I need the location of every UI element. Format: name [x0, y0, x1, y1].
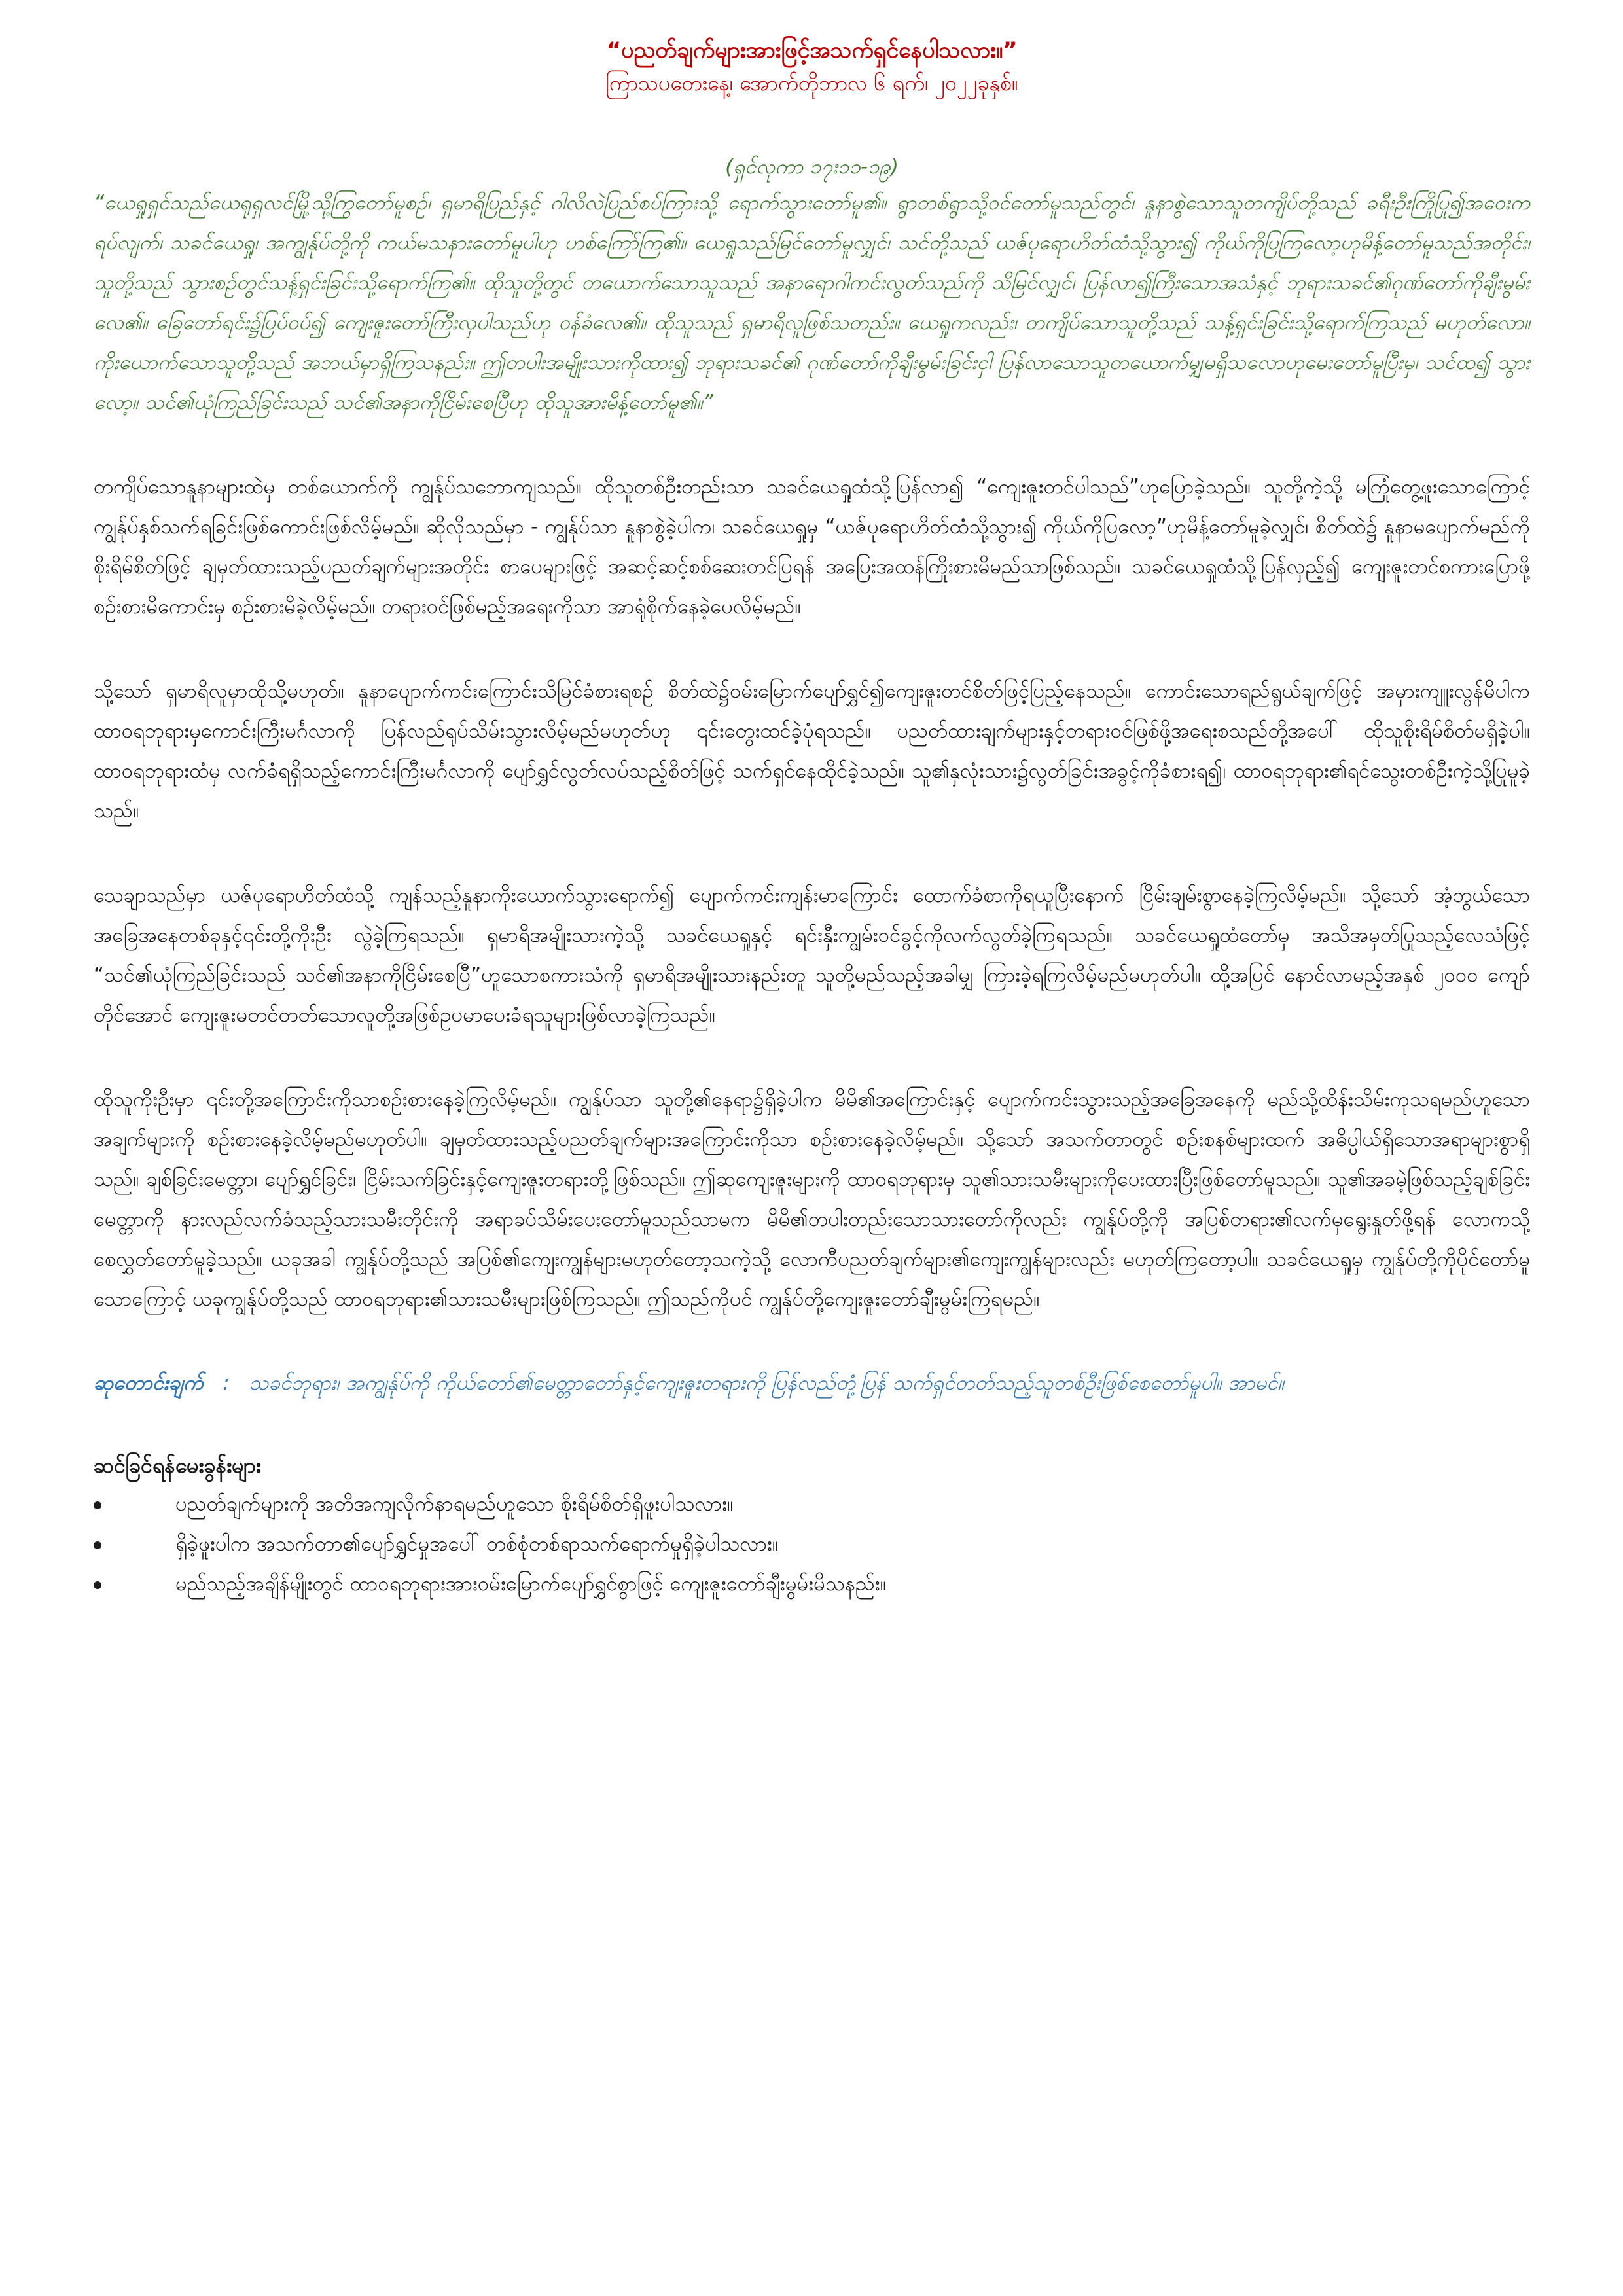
question-item — [94, 1484, 1530, 1524]
body-paragraph-1: တကျိပ်သောနူနာများထဲမှ တစ်ယောက်ကို ကျွန်ုပ်သဘောကျသည်။ ထိုသူတစ်ဦးတည်းသာ သခင်ယေရှုထံသို့ပြန်လာ၍ “ကျေးဇူးတင်ပါသည်”ဟုပြောခဲ့သည်။ သူတို့ကဲ့သို့ မကြုံတွေ့ဖူးသောကြောင့် ကျွန်ုပ်နှစ်သက်ရခြင်းဖြစ်ကောင်းဖြစ်လိမ့်မည်။ ဆိုလိုသည်မှာ - ကျွန်ုပ်သာ နူနာစွဲခဲ့ပါက၊ သခင်ယေရှုမှ “ယဇ်ပုရောဟိတ်ထံသို့သွား၍ ကိုယ်ကိုပြလော့”ဟုမိန့်တော်မူခဲ့လျှင်၊ စိတ်ထဲ၌ နူနာမပျောက်မည်ကိုစိုးရိမ်စိတ်ဖြင့် ချမှတ်ထားသည့်ပညတ်ချက်များအတိုင်း စာပေများဖြင့် အဆင့်ဆင့်စစ်ဆေးတင်ပြရန် အပြေးအထန်ကြိုးစားမိမည်သာဖြစ်သည်။ သခင်ယေရှုထံသို့ပြန်လှည့်၍ ကျေးဇူးတင်စကားပြောဖို့ စဉ်းစားမိကောင်းမှ စဉ်းစားမိခဲ့လိမ့်မည်။ တရားဝင်ဖြစ်မည့်အရေးကိုသာ အာရုံစိုက်နေခဲ့ပေလိမ့်မည်။ — [94, 475, 1530, 619]
bullet-icon — [94, 1484, 175, 1524]
body-paragraph-4: ထိုသူကိုးဦးမှာ ၎င်းတို့အကြောင်းကိုသာစဉ်းစားနေခဲ့ကြလိမ့်မည်။ ကျွန်ုပ်သာ သူတို့၏နေရာ၌ရှိခဲ့ပါက မိမိ၏အကြောင်းနှင့် ပျောက်ကင်းသွားသည့်အခြေအနေကို မည်သို့ထိန်းသိမ်းကုသရမည်ဟူသောအချက်များကို စဉ်းစားနေခဲ့လိမ့်မည်မဟုတ်ပါ။ ချမှတ်ထားသည့်ပညတ်ချက်များအကြောင်းကိုသာ စဉ်းစားနေခဲ့လိမ့်မည်။ သို့သော် အသက်တာတွင် စဉ်းစနစ်များထက် အဓိပ္ပါယ်ရှိသောအရာများစွာရှိသည်။ ချစ်ခြင်းမေတ္တာ၊ ပျော်ရွှင်ခြင်း၊ ငြိမ်းသက်ခြင်းနှင့်ကျေးဇူးတရားတို့ဖြစ်သည်။ ဤဆုကျေးဇူးများကို ထာဝရဘုရားမှ သူ၏သားသမီးများကိုပေးထားပြီးဖြစ်တော်မူသည်။ သူ၏အခမဲ့ဖြစ်သည့်ချစ်ခြင်းမေတ္တာကို နားလည်လက်ခံသည့်သားသမီးတိုင်းကို အရာခပ်သိမ်းပေးတော်မူသည်သာမက မိမိ၏တပါးတည်းသောသားတော်ကိုလည်း ကျွန်ုပ်တို့ကို အပြစ်တရား၏လက်မှရွေးနှုတ်ဖို့ရန် လောကသို့ စေလွှတ်တော်မူခဲ့သည်။ ယခုအခါ ကျွန်ုပ်တို့သည် အပြစ်၏ကျေးကျွန်များမဟုတ်တော့သကဲ့သို့ လောကီပညတ်ချက်များ၏ကျေးကျွန်များလည်း မဟုတ်ကြတော့ပါ။ သခင်ယေရှုမှ ကျွန်ုပ်တို့ကိုပိုင်တော်မူသောကြောင့် ယခုကျွန်ုပ်တို့သည် ထာဝရဘုရား၏သားသမီးများဖြစ်ကြသည်။ ဤသည်ကိုပင် ကျွန်ုပ်တို့ကျေးဇူးတော်ချီးမွမ်းကြရမည်။ — [94, 1088, 1530, 1311]
question-text: မည်သည့်အချိန်မျိုးတွင် ထာဝရဘုရားအားဝမ်းမြောက်ပျော်ရွှင်စွာဖြင့် ကျေးဇူးတော်ချီးမွမ်းမိသနည်း။ — [175, 1572, 887, 1596]
questions-list — [94, 1484, 1530, 1604]
bullet-icon — [94, 1524, 175, 1564]
scripture-reference: (ရှင်လုကာ ၁၇း၁၁-၁၉) — [725, 155, 899, 179]
prayer-label: ဆုတောင်းချက် — [94, 1371, 204, 1395]
question-text: ပညတ်ချက်များကို အတိအကျလိုက်နာရမည်ဟူသော စိုးရိမ်စိတ်ရှိဖူးပါသလား။ — [175, 1492, 734, 1516]
questions-heading: ဆင်ခြင်ရန်မေးခွန်းများ — [94, 1453, 261, 1478]
body-paragraph-3: သေချာသည်မှာ ယဇ်ပုရောဟိတ်ထံသို့ ကျန်သည့်နူနာကိုးယောက်သွားရောက်၍ ပျောက်ကင်းကျန်းမာကြောင်း ထောက်ခံစာကိုရယူပြီးနောက် ငြိမ်းချမ်းစွာနေခဲ့ကြလိမ့်မည်။ သို့သော် အံ့ဘွယ်သောအခြေအနေတစ်ခုနှင့်၎င်းတို့ကိုးဦး လွဲခဲ့ကြရသည်။ ရှမာရိအမျိုးသားကဲ့သို့ သခင်ယေရှုနှင့် ရင်းနှီးကျွမ်းဝင်ခွင့်ကိုလက်လွတ်ခဲ့ကြရသည်။ သခင်ယေရှုထံတော်မှ အသိအမှတ်ပြုသည့်လေသံဖြင့် “သင်၏ယုံကြည်ခြင်းသည် သင်၏အနာကိုငြိမ်းစေပြီ”ဟူသောစကားသံကို ရှမာရိအမျိုးသားနည်းတူ သူတို့မည်သည့်အခါမျှ ကြားခဲ့ရကြလိမ့်မည်မဟုတ်ပါ။ ထို့အပြင် နောင်လာမည့်အနှစ် ၂၀၀၀ ကျော်တိုင်အောင် ကျေးဇူးမတင်တတ်သောလူတို့အဖြစ်ဥပမာပေးခံရသူများဖြစ်လာခဲ့ကြသည်။ — [94, 884, 1530, 1027]
page-title: “ပညတ်ချက်များအားဖြင့်အသက်ရှင်နေပါသလား။” — [606, 37, 1018, 63]
question-item — [94, 1524, 1530, 1564]
bullet-icon — [94, 1564, 175, 1604]
devotional-page — [94, 26, 1530, 1604]
prayer — [94, 1364, 1530, 1402]
question-item — [94, 1564, 1530, 1604]
prayer-separator: : — [223, 1371, 230, 1395]
scripture-text: “ယေရှုရှင်သည်ယေရုရှလင်မြို့သို့ကြွတော်မူစဉ်၊ ရှမာရိပြည်နှင့် ဂါလိလဲပြည်စပ်ကြားသို့ ရောက်သွားတော်မူ၏။ ရွာတစ်ရွာသို့ဝင်တော်မူသည်တွင်၊ နူနာစွဲသောသူတကျိပ်တို့သည် ခရီးဦးကြိုပြု၍အဝေးကရပ်လျက်၊ သခင်ယေရှု၊ အကျွန်ုပ်တို့ကို ကယ်မသနားတော်မူပါဟု ဟစ်ကြော်ကြ၏။ ယေရှုသည်မြင်တော်မူလျှင်၊ သင်တို့သည် ယဇ်ပုရောဟိတ်ထံသို့သွား၍ ကိုယ်ကိုပြကြလော့ဟုမိန့်တော်မူသည်အတိုင်း၊ သူတို့သည် သွားစဉ်တွင်သန့်ရှင်းခြင်းသို့ရောက်ကြ၏။ ထိုသူတို့တွင် တယောက်သောသူသည် အနာရောဂါကင်းလွတ်သည်ကို သိမြင်လျှင်၊ ပြန်လာ၍ကြီးသောအသံနှင့် ဘုရားသခင်၏ဂုဏ်တော်ကိုချီးမွမ်းလေ၏။ ခြေတော်ရင်း၌ပြပ်ဝပ်၍ ကျေးဇူးတော်ကြီးလှပါသည်ဟု ဝန်ခံလေ၏။ ထိုသူသည် ရှမာရိလူဖြစ်သတည်း။ ယေရှုကလည်း၊ တကျိပ်သောသူတို့သည် သန့်ရှင်းခြင်းသို့ရောက်ကြသည် မဟုတ်လော။ ကိုးယောက်သောသူတို့သည် အဘယ်မှာရှိကြသနည်း။ ဤတပါးအမျိုးသားကိုထား၍ ဘုရားသခင်၏ ဂုဏ်တော်ကိုချီးမွမ်းခြင်းငှါ ပြန်လာသောသူတယောက်မျှမရှိသလောဟုမေးတော်မူပြီးမှ၊ သင်ထ၍ သွားလော့။ သင်၏ယုံကြည်ခြင်းသည် သင်၏အနာကိုငြိမ်းစေပြီဟု ထိုသူအားမိန့်တော်မူ၏။” — [94, 191, 1530, 414]
question-text: ရှိခဲ့ဖူးပါက အသက်တာ၏ပျော်ရွှင်မှုအပေါ် တစ်စုံတစ်ရာသက်ရောက်မှုရှိခဲ့ပါသလား။ — [175, 1532, 779, 1556]
body-paragraph-2: သို့သော် ရှမာရိလူမှာထိုသို့မဟုတ်။ နူနာပျောက်ကင်းကြောင်းသိမြင်ခံစားရစဉ် စိတ်ထဲ၌ဝမ်းမြောက်ပျော်ရွှင်၍ကျေးဇူးတင်စိတ်ဖြင့်ပြည့်နေသည်။ ကောင်းသောရည်ရွယ်ချက်ဖြင့် အမှားကျူးလွန်မိပါက ထာဝရဘုရားမှကောင်းကြီးမင်္ဂလာကို ပြန်လည်ရုပ်သိမ်းသွားလိမ့်မည်မဟုတ်ဟု ၎င်းတွေးထင်ခဲ့ပုံရသည်။ ပညတ်ထားချက်များနှင့်တရားဝင်ဖြစ်ဖို့အရေးစသည်တို့အပေါ် ထိုသူစိုးရိမ်စိတ်မရှိခဲ့ပါ။ ထာဝရဘုရားထံမှ လက်ခံရရှိသည့်ကောင်းကြီးမင်္ဂလာကို ပျော်ရွှင်လွတ်လပ်သည့်စိတ်ဖြင့် သက်ရှင်နေထိုင်ခဲ့သည်။ သူ၏နှလုံးသား၌လွတ်ခြင်းအခွင့်ကိုခံစားရ၍၊ ထာဝရဘုရား၏ရင်သွေးတစ်ဦးကဲ့သို့ပြုမူခဲ့သည်။ — [94, 679, 1530, 823]
prayer-text: သခင်ဘုရား၊ အကျွန်ုပ်ကို ကိုယ်တော်၏မေတ္တာတော်နှင့်ကျေးဇူးတရားကို ပြန်လည်တုံ့ပြန် သက်ရှင်တတ်သည့်သူတစ်ဦးဖြစ်စေတော်မူပါ။ အာမင်။ — [249, 1371, 1284, 1395]
date-line: ကြာသပတေးနေ့၊ အောက်တိုဘာလ ၆ ရက်၊ ၂၀၂၂ခုနှစ်။ — [605, 71, 1018, 96]
